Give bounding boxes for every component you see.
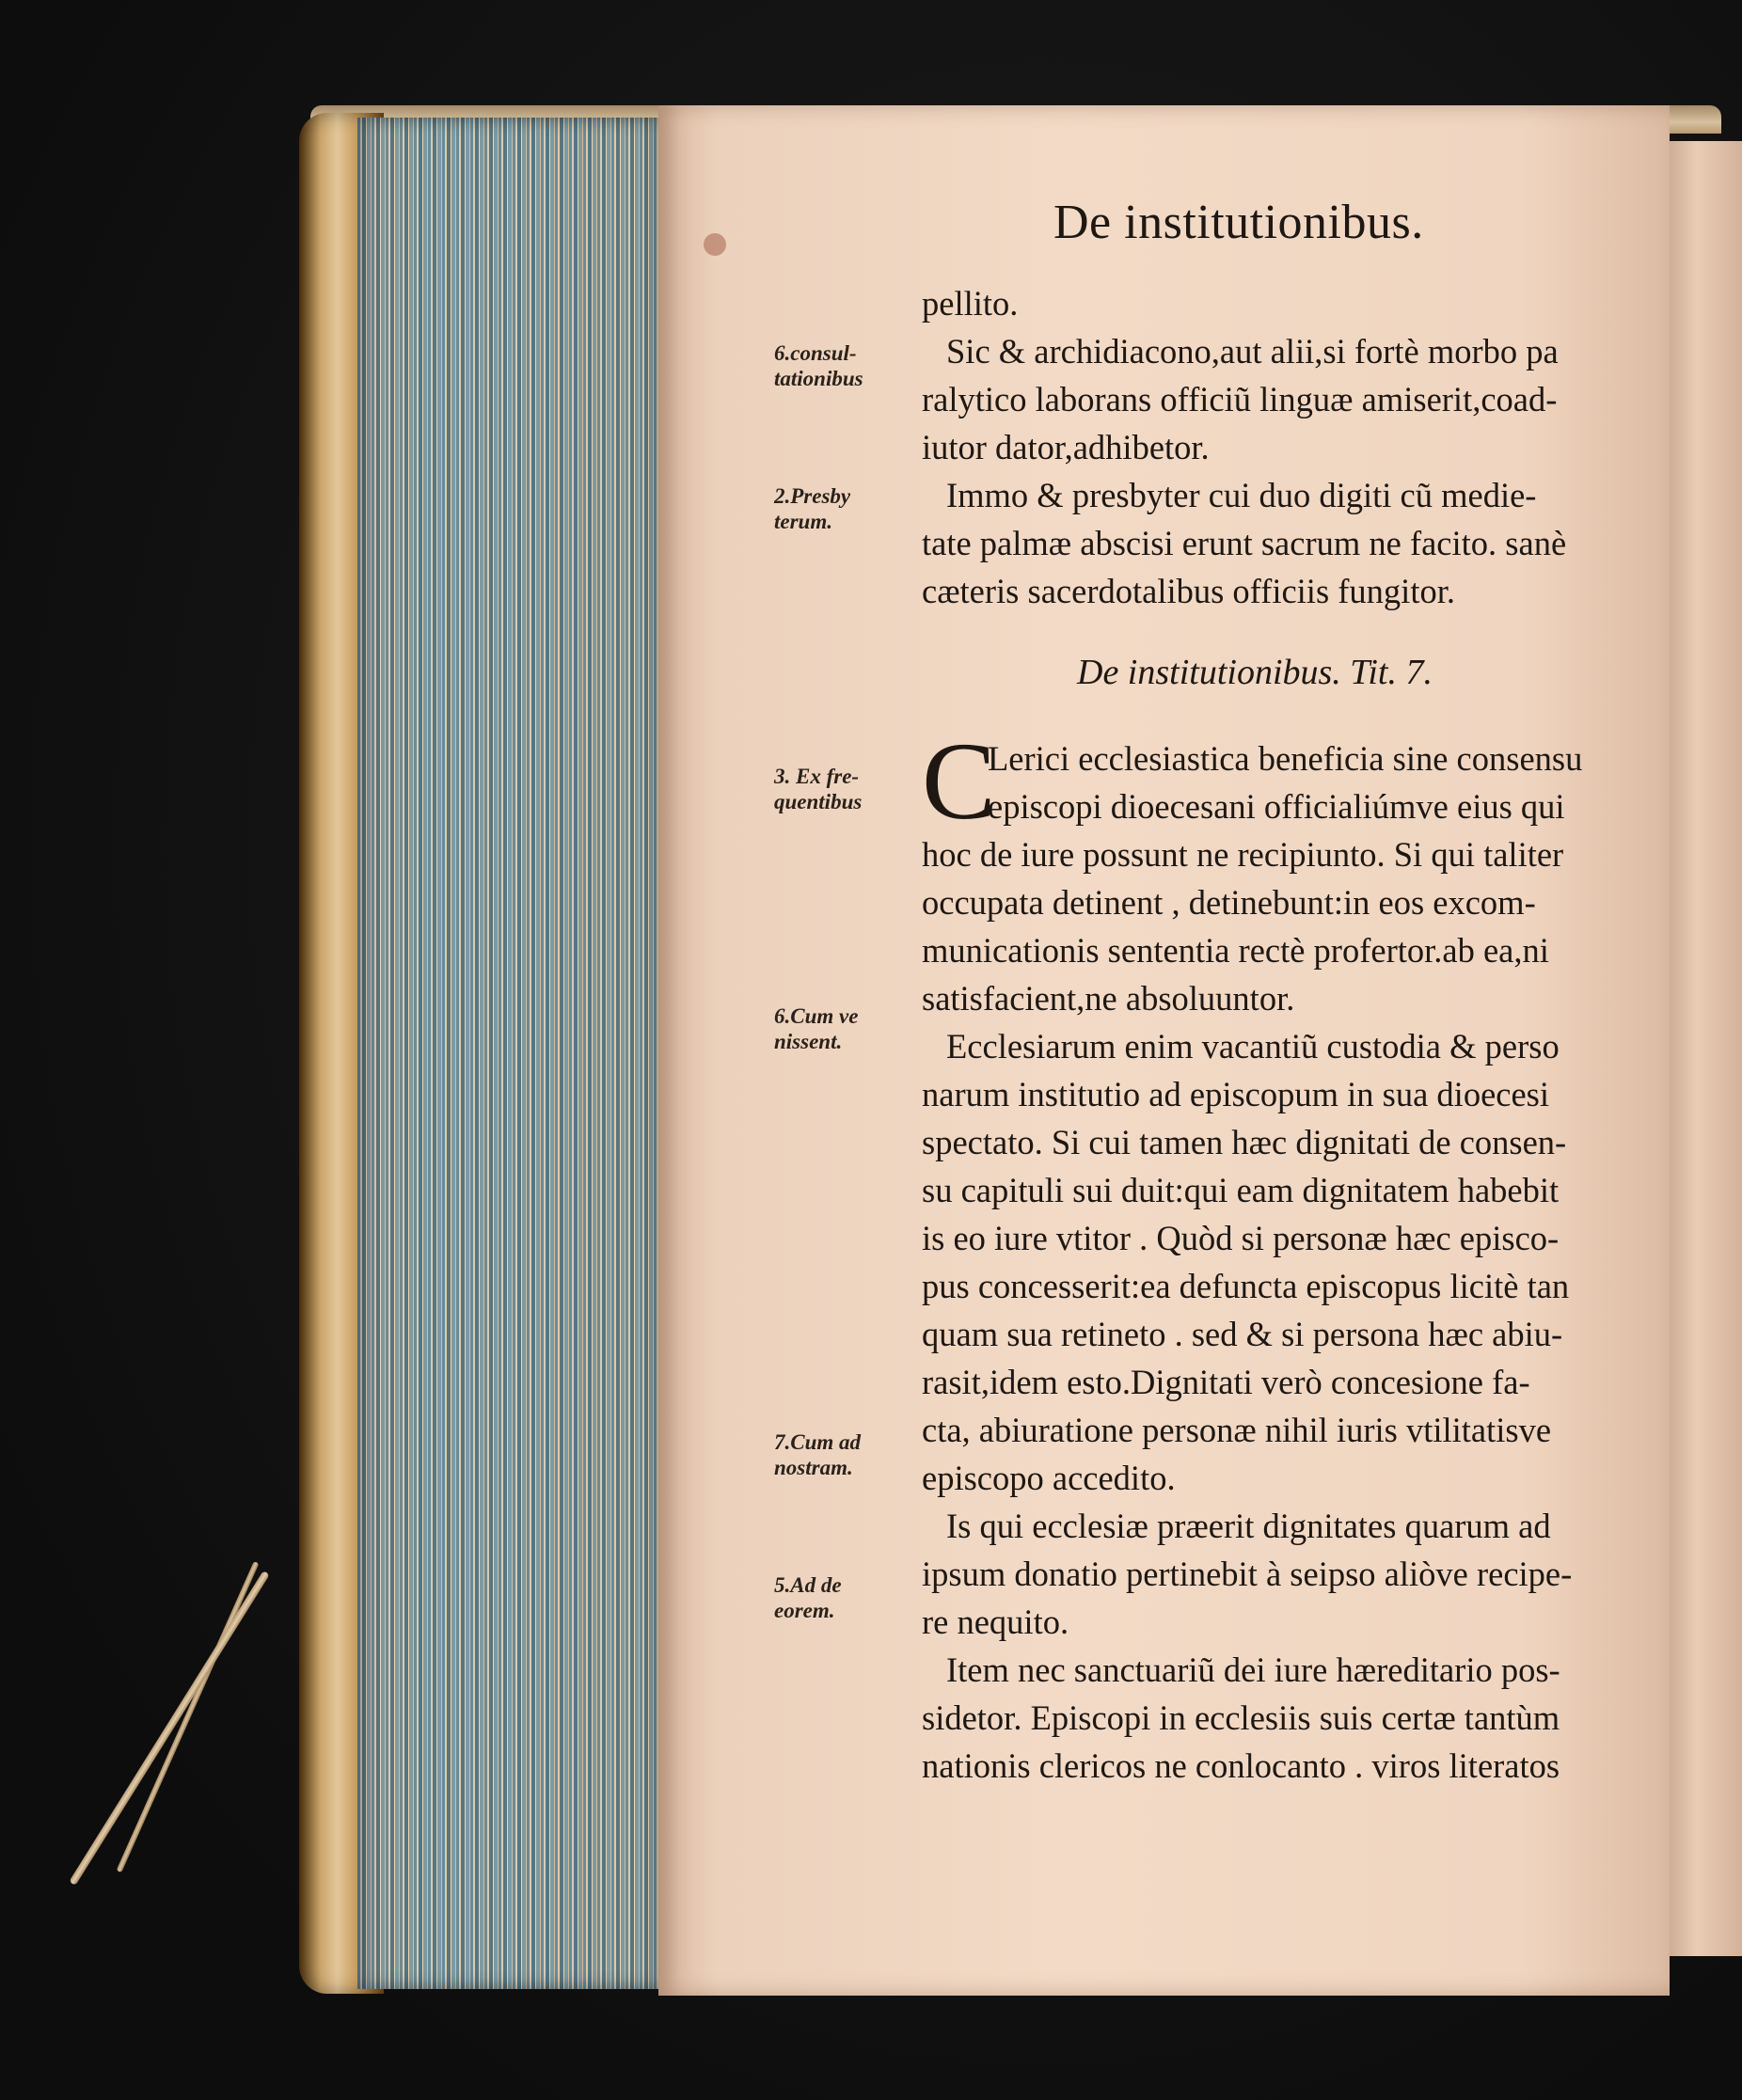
text-line: cæteris sacerdotalibus officiis fungitor. — [922, 572, 1455, 610]
text-line: cta, abiuratione personæ nihil iuris vtilitatisve — [922, 1411, 1552, 1449]
page-content — [658, 105, 1670, 1996]
margin-note-line: 6.Cum ve — [774, 1004, 859, 1028]
text-line: pus concesserit:ea defuncta episcopus licitè tan — [922, 1267, 1570, 1305]
text-line: re nequito. — [922, 1603, 1069, 1641]
margin-note — [774, 764, 915, 814]
text-line: episcopo accedito. — [922, 1459, 1176, 1497]
margin-note-line: tationibus — [774, 367, 863, 390]
text-line: municationis sententia rectè profertor.ab ea,ni — [922, 931, 1549, 970]
margin-note — [774, 483, 915, 534]
margin-note-line: nostram. — [774, 1456, 853, 1479]
text-line: satisfacient,ne absoluuntor. — [922, 979, 1295, 1018]
margin-note-line: eorem. — [774, 1599, 835, 1622]
text-line: occupata detinent , detinebunt:in eos excom- — [922, 883, 1536, 922]
text-line: narum institutio ad episcopum in sua dioecesi — [922, 1075, 1550, 1113]
margin-note-line: 5.Ad de — [774, 1573, 842, 1597]
text-line: Lerici ecclesiastica beneficia sine consensu — [988, 739, 1583, 778]
margin-note-line: 6.consul- — [774, 341, 857, 365]
text-line: tate palmæ abscisi erunt sacrum ne facito. sanè — [922, 524, 1567, 562]
facing-page-sliver — [1663, 141, 1742, 1956]
text-line: quam sua retineto . sed & si persona hæc abiu- — [922, 1315, 1563, 1353]
text-line: Ecclesiarum enim vacantiũ custodia & perso — [946, 1027, 1560, 1066]
margin-note — [774, 1572, 915, 1623]
margin-note-line: terum. — [774, 510, 832, 533]
body-text — [922, 279, 1655, 1790]
text-line: su capituli sui duit:qui eam dignitatem habebit — [922, 1171, 1560, 1209]
running-head: De institutionibus. — [1053, 196, 1424, 249]
text-line: is eo iure vtitor . Quòd si personæ hæc episco- — [922, 1219, 1560, 1257]
margin-note-line: quentibus — [774, 790, 863, 813]
text-line: Sic & archidiacono,aut alii,si fortè morbo pa — [946, 332, 1559, 371]
text-line: pellito. — [922, 284, 1019, 323]
dropcap-letter: C — [922, 719, 996, 843]
margin-note — [774, 1003, 915, 1054]
text-line: Immo & presbyter cui duo digiti cũ medie- — [946, 476, 1537, 514]
margin-note — [774, 1429, 915, 1480]
margin-note-line: 3. Ex fre- — [774, 765, 860, 788]
text-line: Is qui ecclesiæ præerit dignitates quarum ad — [946, 1507, 1551, 1545]
margin-note — [774, 340, 915, 391]
section-heading: De institutionibus. Tit. 7. — [1077, 653, 1433, 692]
text-line: sidetor. Episcopi in ecclesiis suis certæ tantùm — [922, 1698, 1560, 1737]
text-line: spectato. Si cui tamen hæc dignitati de consen- — [922, 1123, 1567, 1161]
margin-note-line: nissent. — [774, 1030, 843, 1053]
text-line: iutor dator,adhibetor. — [922, 428, 1210, 466]
text-line: ralytico laborans officiũ linguæ amiserit,coad- — [922, 380, 1558, 418]
margin-note-line: 7.Cum ad — [774, 1430, 862, 1454]
text-line: rasit,idem esto.Dignitati verò concesione fa- — [922, 1363, 1530, 1401]
text-line: Item nec sanctuariũ dei iure hæreditario pos- — [946, 1650, 1560, 1689]
dropcap-paragraph — [922, 719, 1655, 843]
text-line: ipsum donatio pertinebit à seipso aliòve recipe- — [922, 1555, 1573, 1593]
text-line: nationis clericos ne conlocanto . viros literatos — [922, 1746, 1560, 1785]
page-block-edges — [357, 118, 663, 1989]
text-line: episcopi dioecesani officialiúmve eius qui — [988, 787, 1565, 826]
margin-note-line: 2.Presby — [774, 484, 851, 508]
text-line: hoc de iure possunt ne recipiunto. Si qui taliter — [922, 835, 1564, 874]
